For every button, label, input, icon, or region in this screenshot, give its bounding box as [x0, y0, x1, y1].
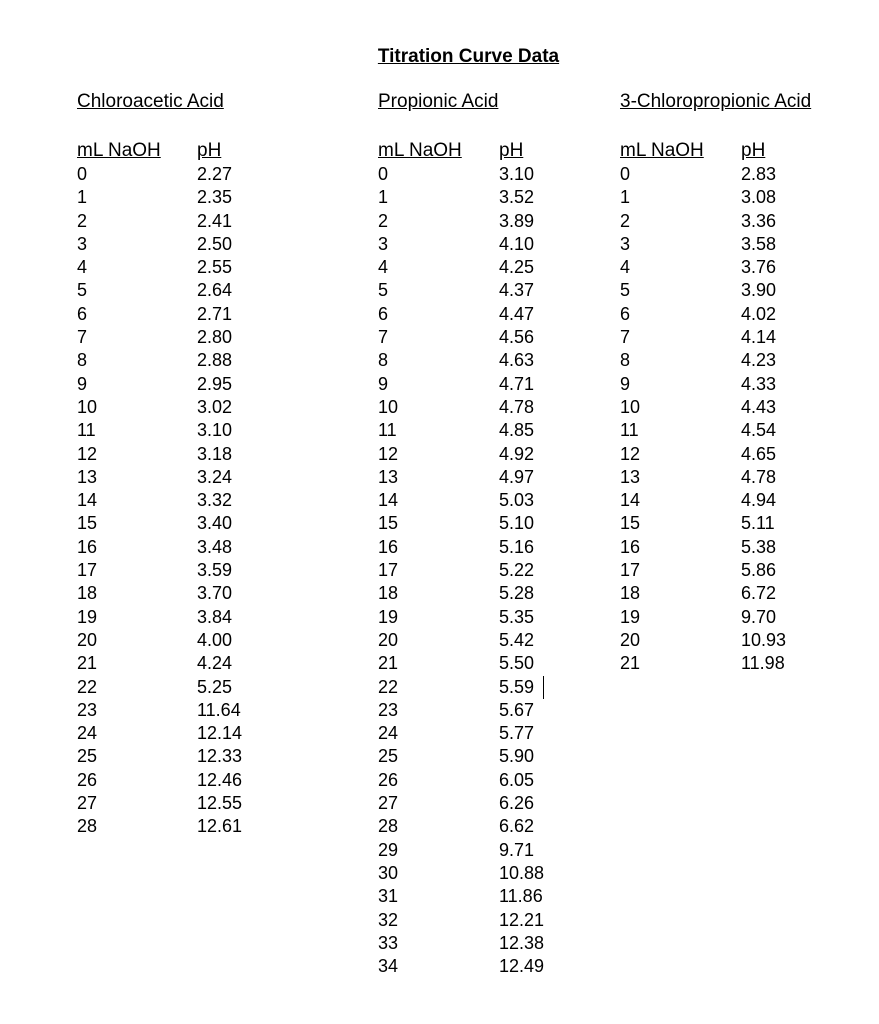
- ml-naoh-value: 14: [620, 490, 641, 511]
- ml-naoh-value: 27: [378, 793, 399, 814]
- ph-value: 5.86: [741, 560, 777, 581]
- ml-naoh-value: 30: [378, 862, 399, 883]
- ml-naoh-value: 17: [77, 560, 98, 581]
- ml-naoh-value: 2: [620, 210, 631, 231]
- ph-value: 9.70: [741, 606, 777, 627]
- ml-naoh-value: 3: [77, 233, 88, 254]
- ml-naoh-value: 6: [378, 303, 389, 324]
- ml-naoh-value: 25: [378, 746, 399, 767]
- ml-naoh-value: 14: [378, 490, 399, 511]
- ph-value: 4.56: [499, 327, 535, 348]
- ph-value: 5.77: [499, 723, 535, 744]
- ph-value: 2.95: [197, 373, 233, 394]
- ml-naoh-value: 19: [378, 606, 399, 627]
- ml-naoh-value: 27: [77, 793, 98, 814]
- ph-value: 12.33: [197, 746, 243, 767]
- ph-value: 5.22: [499, 560, 535, 581]
- ml-naoh-column: [77, 140, 161, 839]
- ml-naoh-value: 26: [77, 769, 98, 790]
- ml-naoh-value: 5: [77, 280, 88, 301]
- ml-naoh-header: mL NaOH: [77, 140, 161, 161]
- ph-value: 10.93: [741, 629, 787, 650]
- ph-value: 3.24: [197, 466, 233, 487]
- ph-column: [197, 140, 242, 839]
- ml-naoh-value: 15: [77, 513, 98, 534]
- ph-value: 12.61: [197, 816, 243, 837]
- acid-name: Chloroacetic Acid: [77, 91, 224, 112]
- ml-naoh-value: 4: [77, 257, 88, 278]
- ph-value: 5.16: [499, 536, 535, 557]
- ph-value: 5.25: [197, 676, 233, 697]
- ph-value: 5.59: [499, 676, 544, 699]
- ml-naoh-value: 6: [620, 303, 631, 324]
- ml-naoh-value: 0: [620, 164, 631, 184]
- ph-value: 3.90: [741, 280, 777, 301]
- ml-naoh-value: 2: [77, 210, 88, 231]
- ml-naoh-value: 10: [620, 396, 641, 417]
- ph-value: 3.10: [499, 164, 535, 184]
- ph-value: 9.71: [499, 839, 535, 860]
- ml-naoh-value: 21: [378, 653, 399, 674]
- ph-value: 3.84: [197, 606, 233, 627]
- ph-value: 4.00: [197, 629, 233, 650]
- ml-naoh-header: mL NaOH: [620, 140, 704, 161]
- ph-value: 2.64: [197, 280, 233, 301]
- ph-value: 12.49: [499, 956, 545, 977]
- ph-value: 4.92: [499, 443, 535, 464]
- ph-value: 4.43: [741, 396, 777, 417]
- ml-naoh-value: 16: [620, 536, 641, 557]
- ml-naoh-header: mL NaOH: [378, 140, 462, 161]
- ph-value: 3.59: [197, 560, 233, 581]
- ml-naoh-value: 5: [620, 280, 631, 301]
- ml-naoh-value: 11: [620, 420, 639, 441]
- ml-naoh-value: 17: [378, 560, 399, 581]
- ml-naoh-value: 9: [378, 373, 389, 394]
- ph-value: 2.50: [197, 233, 233, 254]
- ph-value: 4.10: [499, 233, 535, 254]
- ml-naoh-value: 29: [378, 839, 399, 860]
- ml-naoh-value: 4: [620, 257, 631, 278]
- ph-value: 5.10: [499, 513, 535, 534]
- ml-naoh-value: 20: [77, 629, 98, 650]
- ml-naoh-value: 16: [77, 536, 98, 557]
- ml-naoh-value: 21: [77, 653, 98, 674]
- ml-naoh-value: 31: [378, 886, 399, 907]
- ph-value: 4.23: [741, 350, 777, 371]
- ml-naoh-value: 13: [77, 466, 98, 487]
- ml-naoh-value: 25: [77, 746, 98, 767]
- ml-naoh-value: 2: [378, 210, 389, 231]
- ml-naoh-value: 23: [77, 699, 98, 720]
- ml-naoh-value: 5: [378, 280, 389, 301]
- ml-naoh-value: 9: [620, 373, 631, 394]
- ph-header: pH: [741, 140, 766, 161]
- ph-value: 5.03: [499, 490, 535, 511]
- ph-value: 5.90: [499, 746, 535, 767]
- ph-value: 5.42: [499, 629, 535, 650]
- ph-value: 3.10: [197, 420, 233, 441]
- ml-naoh-value: 8: [77, 350, 88, 371]
- ph-value: 6.72: [741, 583, 777, 604]
- ph-value: 2.71: [197, 303, 233, 324]
- ph-value: 6.26: [499, 793, 535, 814]
- ml-naoh-value: 11: [378, 420, 397, 441]
- ml-naoh-value: 34: [378, 956, 399, 977]
- ph-value: 3.70: [197, 583, 233, 604]
- ml-naoh-value: 33: [378, 932, 399, 953]
- ph-value: 3.48: [197, 536, 233, 557]
- ph-value: 12.46: [197, 769, 243, 790]
- ph-value: 12.38: [499, 932, 545, 953]
- ph-value: 4.54: [741, 420, 777, 441]
- ph-value: 3.36: [741, 210, 777, 231]
- ph-value: 3.18: [197, 443, 233, 464]
- ph-value: 11.98: [741, 653, 785, 674]
- ml-naoh-value: 13: [378, 466, 399, 487]
- ph-value: 5.38: [741, 536, 777, 557]
- ml-naoh-value: 32: [378, 909, 399, 930]
- ph-value: 12.55: [197, 793, 243, 814]
- ph-value: 4.33: [741, 373, 777, 394]
- ml-naoh-value: 21: [620, 653, 641, 674]
- ph-value: 2.80: [197, 327, 233, 348]
- ph-value: 4.63: [499, 350, 535, 371]
- ml-naoh-value: 8: [620, 350, 631, 371]
- ml-naoh-value: 23: [378, 699, 399, 720]
- ph-value: 2.27: [197, 164, 233, 184]
- ml-naoh-value: 19: [77, 606, 98, 627]
- ph-value: 6.62: [499, 816, 535, 837]
- ph-header: pH: [197, 140, 222, 161]
- ph-value: 2.55: [197, 257, 233, 278]
- ml-naoh-value: 0: [77, 164, 88, 184]
- ph-value: 2.83: [741, 164, 777, 184]
- ml-naoh-value: 22: [378, 676, 399, 697]
- acid-block-chloroacetic: [77, 91, 243, 837]
- ml-naoh-column: [620, 140, 704, 676]
- ml-naoh-value: 15: [620, 513, 641, 534]
- ml-naoh-value: 7: [77, 327, 88, 348]
- ml-naoh-value: 1: [620, 187, 631, 208]
- ph-header: pH: [499, 140, 524, 161]
- ml-naoh-value: 12: [77, 443, 98, 464]
- ml-naoh-value: 18: [620, 583, 641, 604]
- ph-value: 5.11: [741, 513, 775, 534]
- ph-value: 3.89: [499, 210, 535, 231]
- ph-value: 3.40: [197, 513, 233, 534]
- page-title: Titration Curve Data: [377, 46, 560, 67]
- ml-naoh-column: [378, 140, 462, 978]
- ph-value: 4.85: [499, 420, 535, 441]
- ml-naoh-value: 4: [378, 257, 389, 278]
- ph-value: 3.58: [741, 233, 777, 254]
- ph-value: 2.88: [197, 350, 233, 371]
- ml-naoh-value: 3: [620, 233, 631, 254]
- ml-naoh-value: 10: [77, 396, 98, 417]
- acid-block-3-chloropropionic: [620, 91, 812, 674]
- ph-value: 11.86: [499, 886, 543, 907]
- ph-value: 3.52: [499, 187, 535, 208]
- ph-value: 5.35: [499, 606, 535, 627]
- ml-naoh-value: 11: [77, 420, 96, 441]
- ph-value: 12.14: [197, 723, 243, 744]
- ml-naoh-value: 18: [77, 583, 98, 604]
- ml-naoh-value: 17: [620, 560, 641, 581]
- ph-value: 3.76: [741, 257, 777, 278]
- ph-value: 4.47: [499, 303, 535, 324]
- ml-naoh-value: 24: [77, 723, 98, 744]
- ph-value: 5.50: [499, 653, 535, 674]
- ml-naoh-value: 22: [77, 676, 98, 697]
- ph-value: 4.37: [499, 280, 535, 301]
- acid-name: 3-Chloropropionic Acid: [620, 91, 812, 112]
- ph-value: 2.35: [197, 187, 233, 208]
- ph-value: 4.65: [741, 443, 777, 464]
- ml-naoh-value: 0: [378, 164, 389, 184]
- ml-naoh-value: 18: [378, 583, 399, 604]
- ph-value: 4.78: [499, 396, 535, 417]
- ml-naoh-value: 1: [77, 187, 88, 208]
- ml-naoh-value: 10: [378, 396, 399, 417]
- ml-naoh-value: 16: [378, 536, 399, 557]
- ml-naoh-value: 1: [378, 187, 389, 208]
- ph-value: 4.94: [741, 490, 777, 511]
- ml-naoh-value: 7: [620, 327, 631, 348]
- ph-value: 4.02: [741, 303, 777, 324]
- acid-name: Propionic Acid: [378, 91, 499, 112]
- ml-naoh-value: 20: [620, 629, 641, 650]
- ml-naoh-value: 24: [378, 723, 399, 744]
- ml-naoh-value: 6: [77, 303, 88, 324]
- ml-naoh-value: 8: [378, 350, 389, 371]
- ph-value: 2.41: [197, 210, 233, 231]
- ml-naoh-value: 7: [378, 327, 389, 348]
- ml-naoh-value: 26: [378, 769, 399, 790]
- ph-value: 3.08: [741, 187, 777, 208]
- ph-value: 3.02: [197, 396, 233, 417]
- ml-naoh-value: 20: [378, 629, 399, 650]
- ml-naoh-value: 28: [378, 816, 399, 837]
- ph-value: 6.05: [499, 769, 535, 790]
- ph-value: 5.28: [499, 583, 535, 604]
- ml-naoh-value: 28: [77, 816, 98, 837]
- ph-value: 11.64: [197, 699, 241, 720]
- ml-naoh-value: 15: [378, 513, 399, 534]
- ph-value: 4.25: [499, 257, 535, 278]
- ph-value: 4.97: [499, 466, 535, 487]
- ph-value: 5.67: [499, 699, 535, 720]
- ph-value: 10.88: [499, 862, 545, 883]
- ph-value: 4.24: [197, 653, 233, 674]
- ph-value: 12.21: [499, 909, 545, 930]
- ph-value: 4.78: [741, 466, 777, 487]
- acid-block-propionic: [378, 91, 545, 977]
- ml-naoh-value: 14: [77, 490, 98, 511]
- ph-value: 4.71: [499, 373, 535, 394]
- ml-naoh-value: 12: [620, 443, 641, 464]
- ml-naoh-value: 3: [378, 233, 389, 254]
- ph-value: 4.14: [741, 327, 777, 348]
- ml-naoh-value: 19: [620, 606, 641, 627]
- ml-naoh-value: 13: [620, 466, 641, 487]
- ph-column: [741, 140, 786, 676]
- ph-column: [499, 140, 544, 978]
- ml-naoh-value: 12: [378, 443, 399, 464]
- ph-value: 3.32: [197, 490, 233, 511]
- ml-naoh-value: 9: [77, 373, 88, 394]
